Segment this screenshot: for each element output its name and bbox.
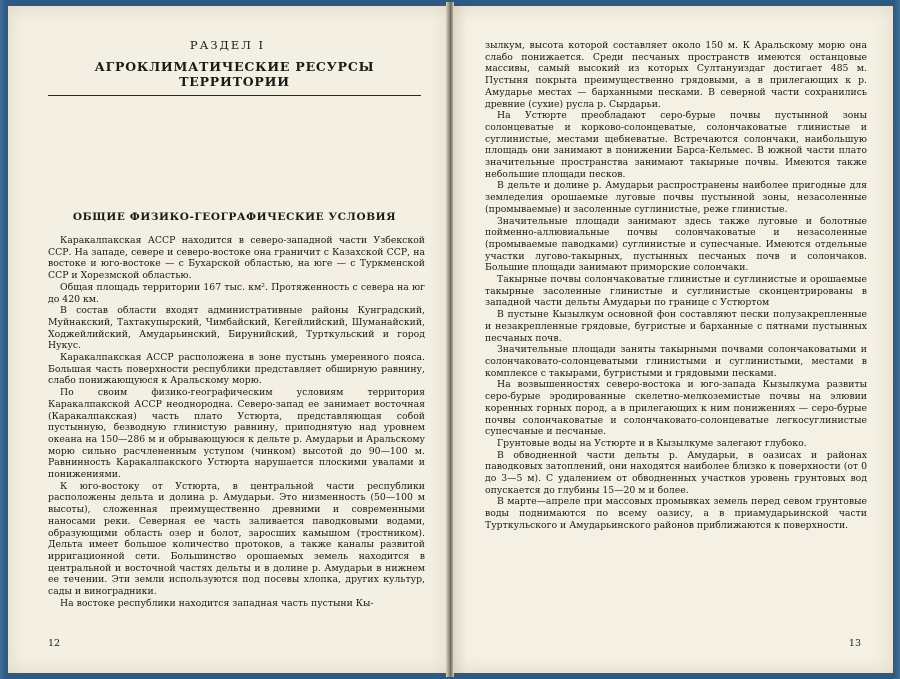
paragraph: зылкум, высота которой составляет около 150 м. К Аральскому морю она слабо понижается. Среди песчаных пространств имеются останцовые массивы, самый высокий из которых Султануиздаг достигает 485 м. Пустыня покрыта преимущественно грядовыми, а в прилегающих к р. Амударье местах — барханными песками. В северной части сохранились древние (сухие) русла р. Сырдарьи. bbox=[485, 40, 867, 110]
paragraph: В пустыне Кызылкум основной фон составляют пески полузакрепленные и незакрепленные грядовые, бугристые и барханные с пятнами пустынных песчаных почв. bbox=[485, 309, 867, 344]
paragraph: На Устюрте преобладают серо-бурые почвы пустынной зоны солонцеватые и корково-солонцеватые, солончаковатые глинистые и суглинистые, местами щебневатые. Встречаются солончаки, наибольшую площадь они занимают в понижении Барса-Кельмес. В южной части плато значительные пространства занимают такырные почвы. Имеются также небольшие площади песков. bbox=[485, 110, 867, 180]
paragraph: На востоке республики находится западная часть пустыни Кы- bbox=[60, 597, 374, 609]
paragraph: Значительные площади занимают здесь также луговые и болотные пойменно-аллювиальные почвы солончаковатые и незасоленные (промываемые паводками) суглинистые и супесчаные. Имеются отдельные участки лугово-такырных, пустынных песчаных почв и солончаков. Большие площади занимают приморские солончаки. bbox=[485, 215, 867, 274]
paragraph: Каракалпакская АССР находится в северо-западной части Узбекской ССР. На западе, севере и северо-востоке она граничит с Казахской ССР, на востоке и юго-востоке — с Бухарской областью, на юге — с Туркменской ССР и Хорезмской областью. bbox=[48, 235, 425, 282]
paragraph: Такырные почвы солончаковатые глинистые и суглинистые и орошаемые такырные засоленные глинистые и суглинистые сконцентрированы в западной части дельты Амударьи по границе с Устюртом bbox=[485, 274, 867, 309]
page-number: 12 bbox=[48, 638, 61, 649]
section-title: АГРОКЛИМАТИЧЕСКИЕ РЕСУРСЫ ТЕРРИТОРИИ bbox=[48, 59, 421, 96]
subsection-title: ОБЩИЕ ФИЗИКО-ГЕОГРАФИЧЕСКИЕ УСЛОВИЯ bbox=[72, 211, 397, 223]
paragraph: Общая площадь территории 167 тыс. км². Протяженность с севера на юг до 420 км. bbox=[48, 281, 425, 305]
section-label: РАЗДЕЛ I bbox=[189, 38, 266, 52]
paragraph: В состав области входят административные районы Кунградский, Муйнакский, Тахтакупырский, Чимбайский, Кегейлийский, Шуманайский, Ходжейлийский, Амударьинский, Бирунийский, Турткульский и город Нукус. bbox=[48, 305, 425, 352]
page-number: 13 bbox=[848, 638, 861, 649]
paragraph: На возвышенностях северо-востока и юго-запада Кызылкума развиты серо-бурые эродированные скелетно-мелкоземистые почвы на элювии коренных горных пород, а в прилегающих к ним понижениях — серо-бурые почвы солончаковатые и солончаковато-солонцеватые легкосуглинистые супесчаные и песчаные. bbox=[485, 379, 867, 438]
paragraph: В марте—апреле при массовых промывках земель перед севом грунтовые воды поднимаются по всему оазису, а в приамударьинской части Турткульского и Амударьинского районов приближаются к поверхности. bbox=[485, 496, 867, 531]
paragraph: К юго-востоку от Устюрта, в центральной части республики расположены дельта и долина р. Амударьи. Это низменность (50—100 м высоты), сложенная преимущественно древними и современными наносами реки. Северная ее часть заливается паводковыми водами, образующими область озер и болот, заросших камышом (тростником). Дельта имеет большое количество протоков, а также каналы развитой ирригационной сети. Большинство орошаемых земель находится в центральной и восточной частях дельты и в долине р. Амударьи в нижнем ее течении. Эти земли используются под посевы хлопка, других культур, сады и виноградники. bbox=[48, 480, 425, 598]
left-page bbox=[8, 6, 447, 673]
paragraph: По своим физико-географическим условиям территория Каракалпакской АССР неоднородна. Северо-запад ее занимает восточная (Каракалпакская) часть плато Устюрта, представляющая собой пустынную, безводную глинистую равнину, приподнятую над уровнем океана на 150—286 м и обрывающуюся к дельте р. Амударьи и Аральскому морю сильно расчлененным уступом (чинком) высотой до 90—100 м. Равнинность Каракалпакского Устюрта нарушается плоскими увалами и понижениями. bbox=[48, 387, 425, 481]
right-text-column bbox=[485, 40, 867, 532]
paragraph: Каракалпакская АССР расположена в зоне пустынь умеренного пояса. Большая часть поверхности республики представляет обширную равнину, слабо понижающуюся к Аральскому морю. bbox=[48, 352, 425, 387]
paragraph: В обводненной части дельты р. Амударьи, в оазисах и районах паводковых затоплений, они находятся наиболее близко к поверхности (от 0 до 3—5 м). С удалением от обводненных участков уровень грунтовых вод опускается до глубины 15—20 м и более. bbox=[485, 449, 867, 496]
paragraph: Грунтовые воды на Устюрте и в Кызылкуме залегают глубоко. bbox=[497, 437, 807, 449]
paragraph: Значительные площади заняты такырными почвами солончаковатыми и солончаковато-солонцеватыми глинистыми и суглинистыми, местами в комплексе с такырами, бугристыми и грядовыми песками. bbox=[485, 344, 867, 379]
paragraph: В дельте и долине р. Амударьи распространены наиболее пригодные для земледелия орошаемые луговые почвы пустынной зоны, незасоленные (промываемые) и засоленные суглинистые, реже глинистые. bbox=[485, 180, 867, 215]
left-text-column bbox=[48, 235, 425, 610]
right-page bbox=[453, 6, 893, 673]
